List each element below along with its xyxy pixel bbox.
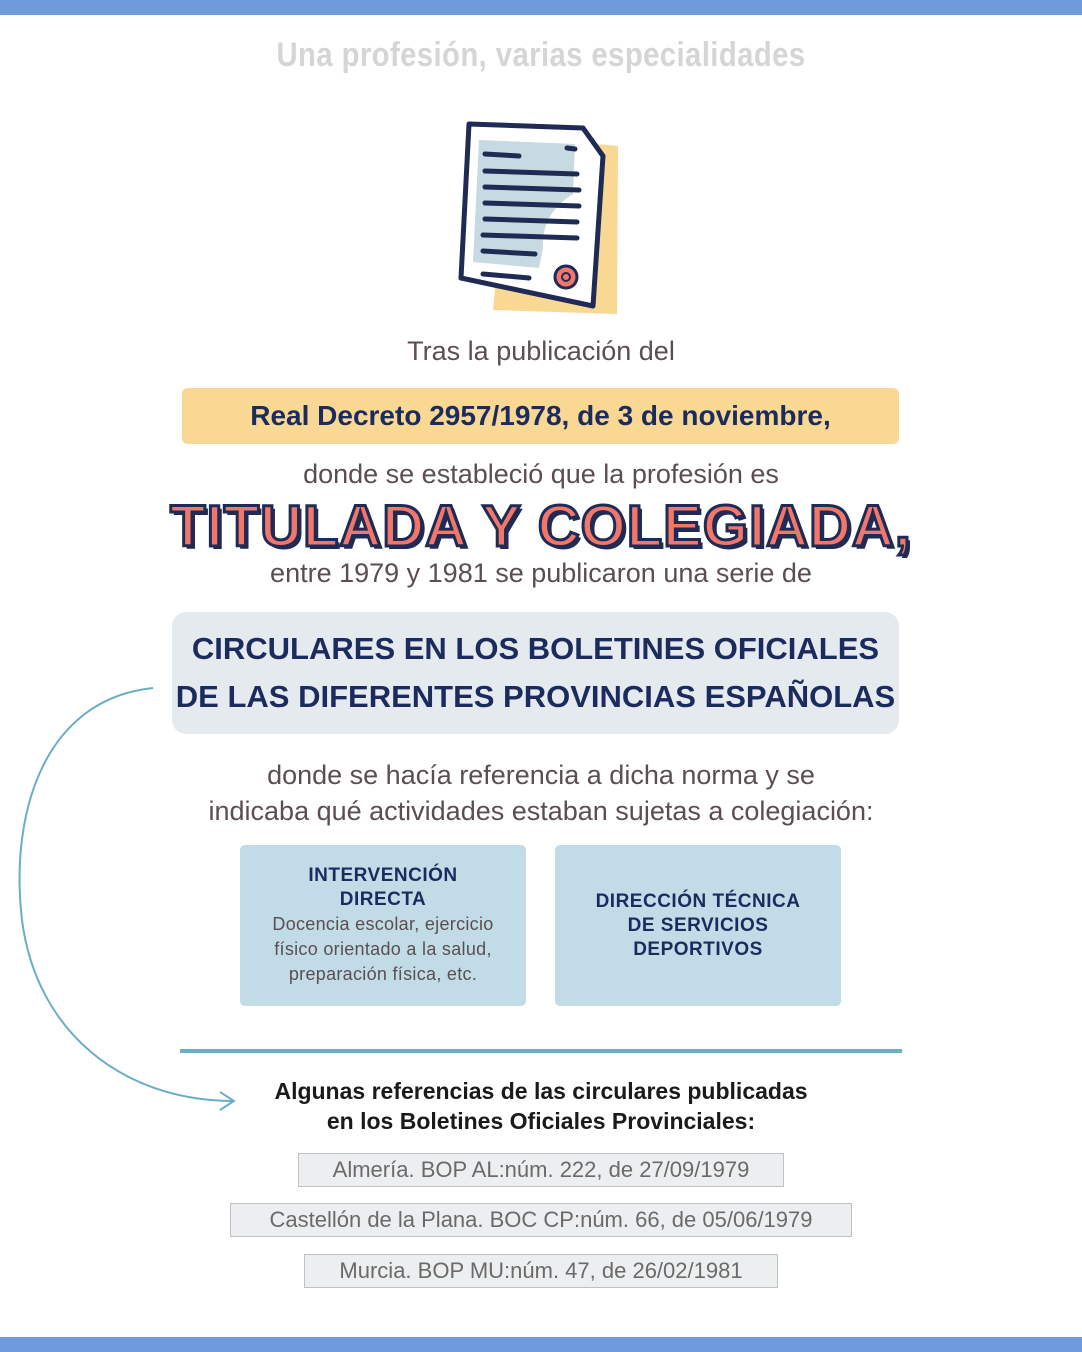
reference-line-2: indicaba qué actividades estaban sujetas a colegiación:: [208, 796, 874, 826]
activity-card-direct-intervention: [240, 845, 526, 1006]
page-title: Una profesión, varias especialidades: [276, 36, 806, 74]
activity-heading-line: DIRECTA: [339, 889, 427, 910]
highlight-heading: TITULADA Y COLEGIADA,: [170, 494, 912, 559]
activity-description-line: preparación física, etc.: [288, 964, 478, 984]
reference-paragraph: [0, 757, 1082, 829]
activity-description-line: físico orientado a la salud,: [274, 939, 492, 959]
circulars-line-2: DE LAS DIFERENTES PROVINCIAS ESPAÑOLAS: [175, 679, 896, 714]
intro-text: Tras la publicación del: [407, 336, 675, 366]
top-frame-bar: [0, 0, 1082, 15]
reference-item-murcia: Murcia. BOP MU:núm. 47, de 26/02/1981: [304, 1254, 778, 1288]
section-divider: [180, 1049, 902, 1053]
decree-text: Real Decreto 2957/1978, de 3 de noviembre,: [250, 400, 831, 431]
reference-line-1: donde se hacía referencia a dicha norma y se: [267, 760, 815, 790]
reference-item-castellon: Castellón de la Plana. BOC CP:núm. 66, de 05/06/1979: [230, 1203, 852, 1237]
activity-heading-line: DE SERVICIOS: [627, 914, 769, 936]
circulars-line-1: CIRCULARES EN LOS BOLETINES OFICIALES: [191, 631, 880, 666]
reference-item-almeria: Almería. BOP AL:núm. 222, de 27/09/1979: [298, 1153, 784, 1187]
activity-card-technical-direction: [555, 845, 841, 1006]
circulars-banner: [172, 612, 899, 734]
activity-description-line: Docencia escolar, ejercicio: [272, 914, 494, 934]
references-heading-line-1: Algunas referencias de las circulares publicadas: [274, 1078, 808, 1104]
established-text: donde se estableció que la profesión es: [303, 459, 779, 489]
decree-banner: [182, 388, 899, 444]
document-icon: [455, 118, 625, 318]
period-text: entre 1979 y 1981 se publicaron una serie de: [270, 558, 812, 588]
references-heading: [0, 1076, 1082, 1136]
activity-heading-line: INTERVENCIÓN: [308, 865, 458, 886]
activity-heading-line: DEPORTIVOS: [633, 938, 763, 960]
bottom-frame-bar: [0, 1337, 1082, 1352]
references-heading-line-2: en los Boletines Oficiales Provinciales:: [326, 1108, 756, 1134]
activity-heading-line: DIRECCIÓN TÉCNICA: [595, 890, 801, 912]
